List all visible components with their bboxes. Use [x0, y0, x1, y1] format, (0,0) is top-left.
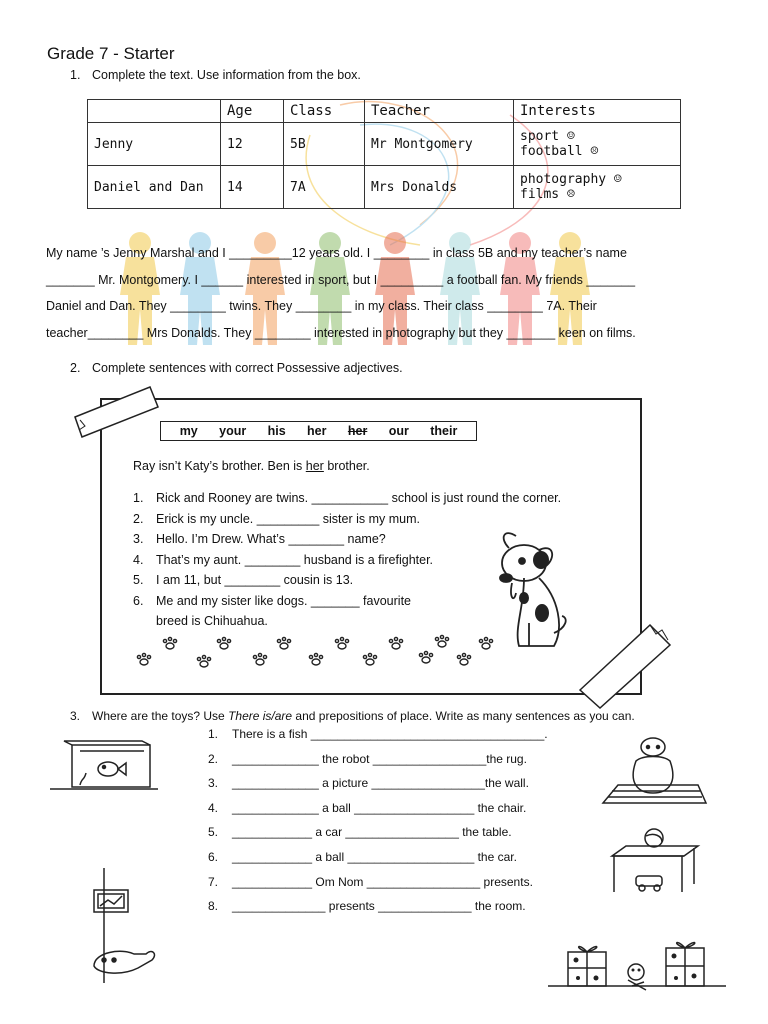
example-answer: her — [305, 459, 324, 473]
paw-toe — [202, 655, 205, 658]
cell-teacher: Mr Montgomery — [365, 123, 514, 166]
paw-toe — [309, 655, 312, 658]
paw-toe — [142, 653, 145, 656]
table-header-class: Class — [284, 100, 365, 123]
section3-text-end: and prepositions of place. Write as many sentences as you can. — [292, 709, 635, 723]
cell-class: 7A — [284, 166, 365, 209]
cell-age: 12 — [221, 123, 284, 166]
interest-dislike: films ☹ — [520, 187, 575, 202]
section3-text: Where are the toys? Use — [92, 709, 229, 723]
section2-number: 2. — [70, 361, 81, 375]
tape-strip-bottom-right — [570, 620, 680, 710]
word-her: her — [307, 424, 327, 438]
section2-instruction — [70, 361, 403, 375]
list-item: 4. _____________ a ball __________________ the chair. — [208, 800, 527, 815]
list-item: 5. ____________ a car _________________ the table. — [208, 825, 512, 840]
section1-text: Complete the text. Use information from the box. — [92, 68, 361, 82]
paw-print — [312, 659, 320, 665]
fill-in-paragraph — [46, 240, 736, 346]
paw-toe — [207, 657, 210, 660]
paragraph-line: Daniel and Dan. They ________ twins. They ________ in my class. Their class ________ 7A. Their — [46, 299, 597, 313]
list-item: 6. Me and my sister like dogs. _______ favourite — [133, 593, 411, 608]
paw-print — [140, 659, 148, 665]
list-item: 2. _____________ the robot _________________the rug. — [208, 751, 527, 766]
list-item: 7. ____________ Om Nom _________________ presents. — [208, 874, 533, 889]
list-item: 2. Erick is my uncle. _________ sister is my mum. — [133, 511, 420, 526]
paw-toe — [445, 637, 448, 640]
paw-toe — [419, 653, 422, 656]
example-text: Ray isn’t Katy’s brother. Ben is — [133, 459, 306, 473]
word-your: your — [219, 424, 247, 438]
paw-toe — [222, 637, 225, 640]
paw-toe — [227, 639, 230, 642]
cell-interests — [514, 123, 681, 166]
list-item: 4. That’s my aunt. ________ husband is a firefighter. — [133, 552, 434, 567]
paw-toe — [489, 639, 492, 642]
paw-toe — [340, 637, 343, 640]
section3-instruction — [70, 709, 635, 723]
paragraph-line: teacher________ Mrs Donalds. They ________ interested in photography but they _______ keen on films. — [46, 325, 636, 340]
paw-toe — [363, 655, 366, 658]
table-header-cell — [88, 100, 221, 123]
paw-toe — [479, 639, 482, 642]
word-bank — [160, 421, 477, 441]
paw-toe — [399, 639, 402, 642]
cell-teacher: Mrs Donalds — [365, 166, 514, 209]
word-my: my — [179, 424, 198, 438]
section1-number: 1. — [70, 68, 81, 82]
paw-toe — [394, 637, 397, 640]
word-her-used: her — [347, 424, 368, 438]
word-his: his — [267, 424, 286, 438]
example-text-end: brother. — [323, 459, 370, 473]
paw-toe — [258, 653, 261, 656]
word-their: their — [430, 424, 458, 438]
table-header-interests: Interests — [514, 100, 681, 123]
paw-toe — [457, 655, 460, 658]
paw-toe — [163, 639, 166, 642]
cell-class: 5B — [284, 123, 365, 166]
cell-name: Daniel and Dan — [88, 166, 221, 209]
paw-toe — [253, 655, 256, 658]
table-header-teacher: Teacher — [365, 100, 514, 123]
table-row — [88, 166, 681, 209]
list-item: 8. ______________ presents ______________ the room. — [208, 899, 526, 914]
worksheet-title: Grade 7 - Starter — [47, 44, 175, 63]
dog-illustration — [494, 528, 574, 658]
paw-toe — [173, 639, 176, 642]
example-sentence — [133, 459, 370, 473]
fish-tank-illustration — [50, 737, 160, 797]
table-ball-car-illustration — [606, 828, 706, 898]
paw-toe — [429, 653, 432, 656]
paw-toe — [277, 639, 280, 642]
paw-print — [220, 643, 228, 649]
cell-name: Jenny — [88, 123, 221, 166]
paw-toe — [137, 655, 140, 658]
paw-toe — [314, 653, 317, 656]
interest-dislike: football ☹ — [520, 144, 599, 159]
paw-prints-decoration — [130, 632, 500, 672]
table-header-age: Age — [221, 100, 284, 123]
paw-toe — [287, 639, 290, 642]
student-info-table — [87, 99, 681, 209]
paw-print — [482, 643, 490, 649]
paw-print — [366, 659, 374, 665]
paw-toe — [197, 657, 200, 660]
word-our: our — [388, 424, 409, 438]
paw-toe — [435, 637, 438, 640]
table-row — [88, 123, 681, 166]
paw-toe — [147, 655, 150, 658]
paw-toe — [319, 655, 322, 658]
tape-strip-top-left — [70, 382, 160, 452]
paw-print — [460, 659, 468, 665]
robot-on-rug-illustration — [598, 733, 708, 808]
section1-instruction — [70, 68, 361, 82]
list-item: 3. Hello. I’m Drew. What’s ________ name? — [133, 532, 386, 546]
interest-like: photography ☺ — [520, 172, 622, 187]
paw-toe — [282, 637, 285, 640]
presents-illustration — [548, 938, 728, 998]
list-item: 1. There is a fish ___________________________________. — [208, 727, 548, 741]
paw-toe — [462, 653, 465, 656]
paw-print — [338, 643, 346, 649]
paragraph-line: My name ’s Jenny Marshal and I _________12 years old. I ________ in class 5B and my teacher’s name — [46, 246, 627, 260]
paw-toe — [168, 637, 171, 640]
section2-text: Complete sentences with correct Possessive adjectives. — [92, 361, 403, 375]
paw-toe — [484, 637, 487, 640]
table-header-row — [88, 100, 681, 123]
list-item: 6. ____________ a ball ___________________ the car. — [208, 849, 517, 864]
paw-print — [438, 641, 446, 647]
paw-print — [422, 657, 430, 663]
toys-items — [208, 722, 568, 919]
paw-print — [166, 643, 174, 649]
paw-toe — [440, 635, 443, 638]
list-item: 3. _____________ a picture _________________the wall. — [208, 776, 529, 791]
paw-toe — [217, 639, 220, 642]
cell-age: 14 — [221, 166, 284, 209]
paw-toe — [424, 651, 427, 654]
paw-toe — [389, 639, 392, 642]
paw-print — [392, 643, 400, 649]
list-item: 1. Rick and Rooney are twins. ___________ school is just round the corner. — [133, 491, 562, 505]
paw-toe — [373, 655, 376, 658]
paw-print — [280, 643, 288, 649]
paw-toe — [467, 655, 470, 658]
paw-toe — [368, 653, 371, 656]
interest-like: sport ☺ — [520, 129, 575, 144]
section3-emphasis: There is/are — [228, 709, 293, 723]
paw-print — [200, 661, 208, 667]
section3-number: 3. — [70, 709, 81, 723]
list-item: 5. I am 11, but ________ cousin is 13. — [133, 573, 354, 587]
paw-toe — [345, 639, 348, 642]
paw-toe — [335, 639, 338, 642]
cell-interests — [514, 166, 681, 209]
paw-print — [256, 659, 264, 665]
paw-toe — [263, 655, 266, 658]
paragraph-line: _______ Mr. Montgomery. I ______ interested in sport, but I _________ a football fan. My friends _______ — [46, 272, 636, 287]
wall-picture-illustration — [82, 868, 162, 983]
list-item-continuation: breed is Chihuahua. — [156, 614, 268, 628]
